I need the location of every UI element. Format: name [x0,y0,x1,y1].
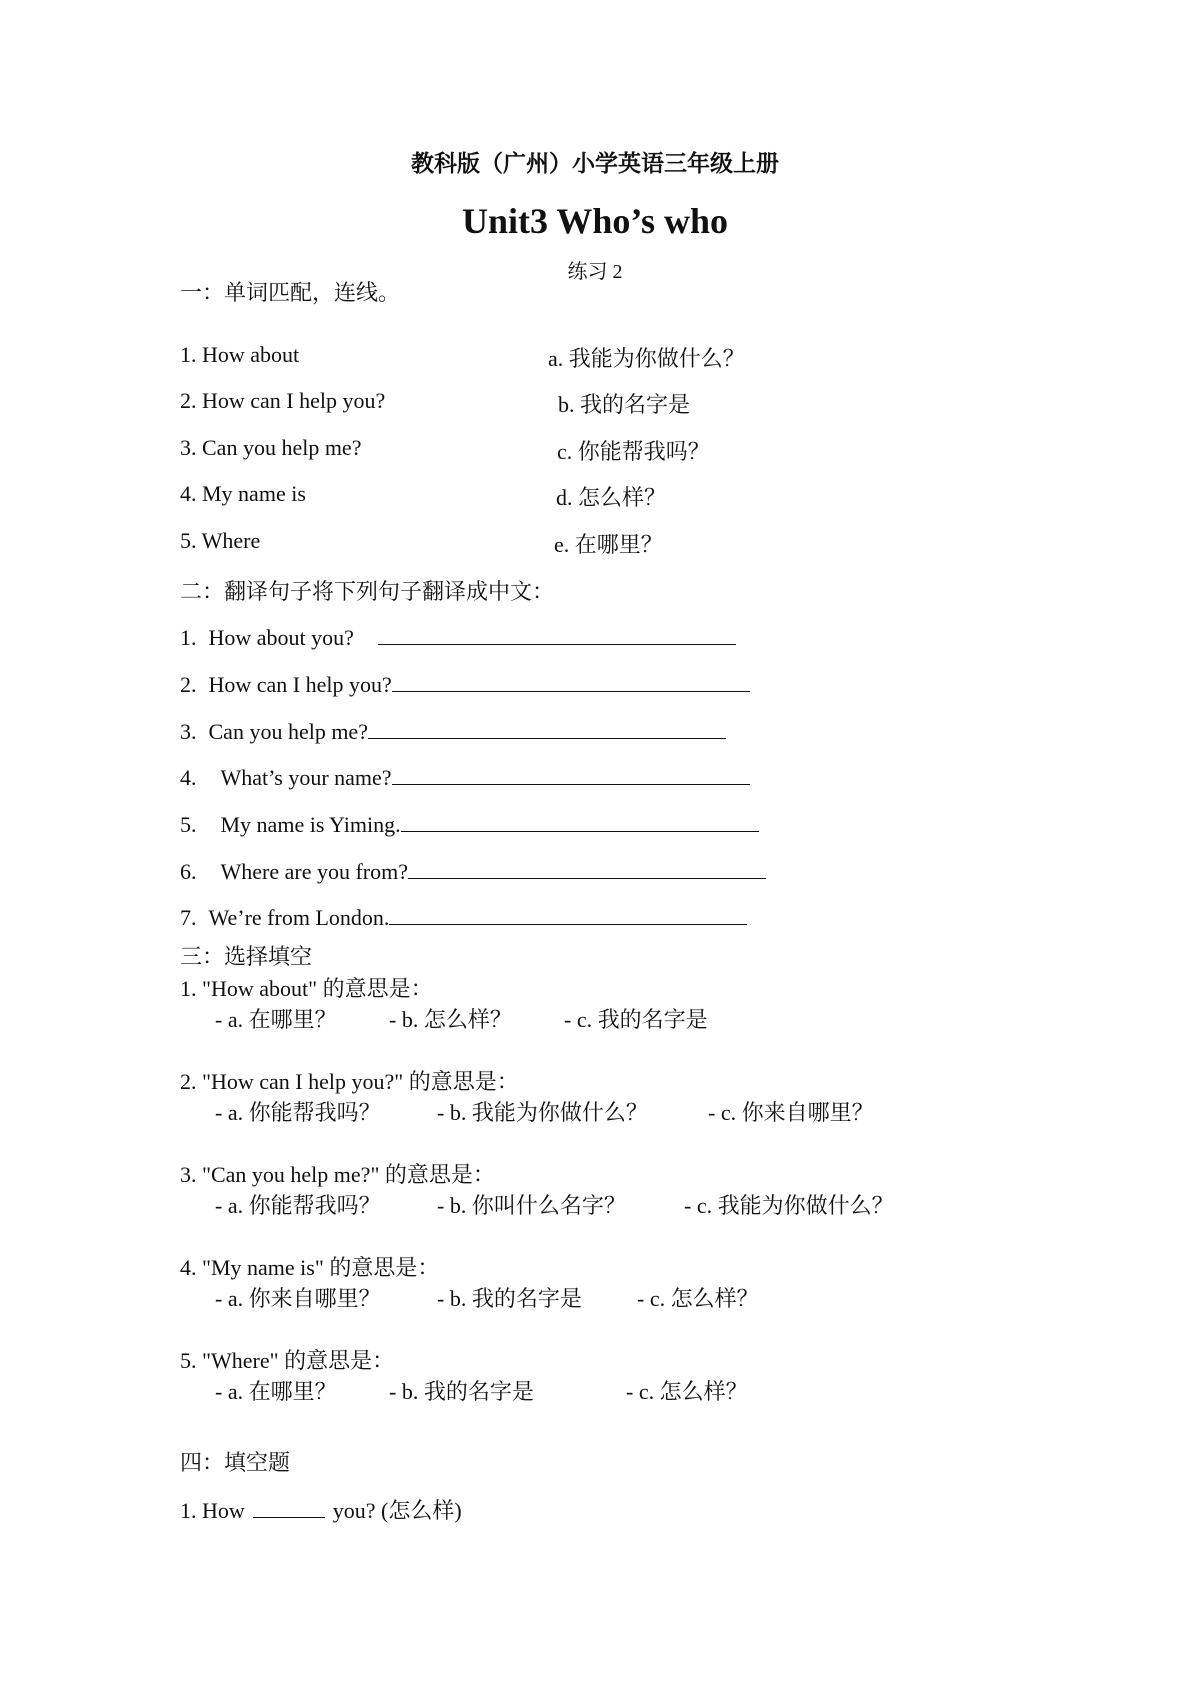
choice-question-2: 2. "How can I help you?" 的意思是： [180,1069,519,1094]
choice-3-option-c[interactable]: - c. 我能为你做什么？ [684,1193,894,1218]
translate-num: 1. [180,625,197,650]
exercise-label: 练习 2 [567,261,623,283]
fill-suffix: you? (怎么样) [332,1498,462,1523]
translate-item-7 [180,902,747,931]
translate-item-2 [180,669,750,698]
choice-3-option-b[interactable]: - b. 你叫什么名字？ [437,1193,626,1218]
match-right-d: d. 怎么样？ [556,485,667,510]
translate-item-5 [180,809,759,838]
choice-2-option-c[interactable]: - c. 你来自哪里？ [708,1100,874,1125]
match-left-5: 5. Where [180,528,261,553]
translate-text: How about you? [208,625,354,650]
choice-question-1: 1. "How about" 的意思是： [180,976,433,1001]
translate-num: 4. [180,765,197,790]
choice-4-option-a[interactable]: - a. 你来自哪里？ [215,1286,381,1311]
choice-1-option-c[interactable]: - c. 我的名字是 [564,1007,708,1032]
section3-heading: 三：选择填空 [180,944,313,969]
translate-num: 7. [180,905,197,930]
match-left-4: 4. My name is [180,481,306,506]
choice-4-option-b[interactable]: - b. 我的名字是 [437,1286,582,1311]
answer-blank[interactable] [368,716,726,739]
match-right-b: b. 我的名字是 [558,392,691,417]
translate-item-1 [180,622,736,651]
translate-item-6 [180,856,766,885]
translate-text: What’s your name? [220,765,392,790]
match-right-a: a. 我能为你做什么？ [548,346,745,371]
match-left-1: 1. How about [180,342,300,367]
choice-2-option-b[interactable]: - b. 我能为你做什么？ [437,1100,648,1125]
fill-item-1 [180,1494,462,1525]
book-subtitle: 教科版（广州）小学英语三年级上册 [411,151,779,176]
choice-question-5: 5. "Where" 的意思是： [180,1348,395,1373]
match-right-e: e. 在哪里？ [554,532,663,557]
translate-num: 2. [180,672,197,697]
answer-blank[interactable] [392,669,750,692]
translate-text: How can I help you? [208,672,392,697]
match-left-2: 2. How can I help you? [180,388,386,413]
translate-num: 3. [180,719,197,744]
answer-blank[interactable] [378,622,736,645]
answer-blank[interactable] [401,809,759,832]
choice-question-4: 4. "My name is" 的意思是： [180,1255,440,1280]
match-right-c: c. 你能帮我吗？ [557,439,710,464]
fill-prefix: 1. How [180,1498,245,1523]
choice-question-3: 3. "Can you help me?" 的意思是： [180,1162,495,1187]
section2-heading: 二：翻译句子将下列句子翻译成中文： [180,579,555,604]
translate-num: 6. [180,859,197,884]
unit-title: Unit3 Who’s who [461,201,729,241]
answer-blank[interactable] [389,902,747,925]
fill-blank[interactable] [253,1495,325,1518]
choice-2-option-a[interactable]: - a. 你能帮我吗？ [215,1100,381,1125]
choice-3-option-a[interactable]: - a. 你能帮我吗？ [215,1193,381,1218]
translate-num: 5. [180,812,197,837]
answer-blank[interactable] [408,856,766,879]
translate-item-4 [180,762,750,791]
translate-item-3 [180,716,726,745]
answer-blank[interactable] [392,762,750,785]
translate-text: Where are you from? [220,859,409,884]
choice-4-option-c[interactable]: - c. 怎么样？ [637,1286,759,1311]
choice-1-option-a[interactable]: - a. 在哪里？ [215,1007,337,1032]
section4-heading: 四：填空题 [180,1450,291,1475]
choice-5-option-c[interactable]: - c. 怎么样？ [626,1379,748,1404]
section1-heading: 一：单词匹配，连线。 [180,280,401,305]
choice-5-option-b[interactable]: - b. 我的名字是 [389,1379,534,1404]
choice-1-option-b[interactable]: - b. 怎么样？ [389,1007,512,1032]
translate-text: We’re from London. [208,905,390,930]
choice-5-option-a[interactable]: - a. 在哪里？ [215,1379,337,1404]
translate-text: Can you help me? [208,719,368,744]
translate-text: My name is Yiming. [220,812,401,837]
match-left-3: 3. Can you help me? [180,435,362,460]
